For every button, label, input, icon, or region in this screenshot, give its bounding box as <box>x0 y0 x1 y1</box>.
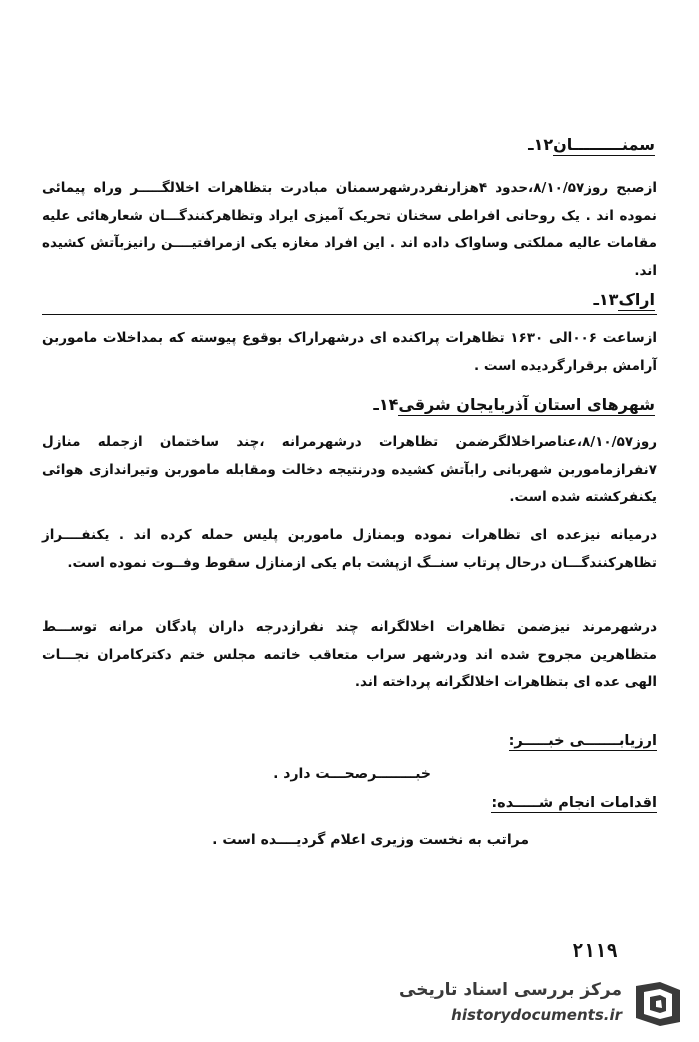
watermark-site: historydocuments.ir <box>451 1006 622 1024</box>
section-13-title: اراک <box>618 290 655 309</box>
section-12-body: ازصبح روز۸/۱۰/۵۷،حدود ۴هزارنفردرشهرسمنان مبادرت بتظاهرات اخلالگـــــر وراه پیمائی نموده اند . یک روحانی افراطی سخنان تحریک آمیزی ایراد وتظاهرکنندگـــان شعارهائی علیه مقامات عالیه مملکتی وساواک داده اند . این افراد مغازه یکی ازمرافتیــــن رانیزبآتش کشیده اند. <box>42 180 657 279</box>
section-divider <box>42 314 657 315</box>
actions-label: اقدامات انجام شـــــده: <box>491 795 657 811</box>
evaluation-text: خبــــــــرصحـــت دارد . <box>273 766 431 782</box>
section-14-number: ۱۴ـ <box>373 395 399 414</box>
section-14-paragraph-3: درشهرمرند نیزضمن تظاهرات اخلالگرانه چند نفرازدرجه داران پادگان مرانه توســـط متظاهرین مجروح شده اند ودرشهر سراب متعاقب خاتمه مجلس ختم دکترکامران نجـــات الهی عده ای بتظاهرات اخلالگرانه پرداخته اند. <box>42 619 657 690</box>
section-12-number: ۱۲ـ <box>528 135 554 154</box>
section-12-title: سمنـــــــــان <box>553 135 655 154</box>
section-13-number: ۱۳ـ <box>593 290 619 309</box>
evaluation-label: ارزیابـــــــی خبـــــر: <box>508 733 657 749</box>
section-13-body: ازساعت ۰۰۶الی ۱۶۳۰ تظاهرات پراکنده ای درشهراراک بوقوع پیوسته که بمداخلات ماموربن آرامش برقرارگردیده است . <box>42 330 657 374</box>
actions-text: مراتب به نخست وزیری اعلام گردیــــده است . <box>212 832 529 848</box>
section-12-heading <box>514 135 655 156</box>
section-14-title: شهرهای استان آذربایجان شرقی <box>398 395 655 414</box>
section-13-heading <box>579 290 655 311</box>
section-14-paragraph-1: روز۸/۱۰/۵۷،عناصراخلالگرضمن تظاهرات درشهرمرانه ،چند ساختمان ازجمله منازل ۷نفرازماموربن شهربانی رابآتش کشیده ودرنتیجه دخالت ومقابله ماموربن وتیراندازی هوائی یکنفرکشته شده است. <box>42 434 657 505</box>
section-14-paragraph-2: درمیانه نیزعده ای تظاهرات نموده وبمنازل ماموربن پلیس حمله کرده اند . یکنفــــراز تظاهرکنندگـــان درحال پرتاب سنــگ ازپشت بام یکی ازمنازل سقوط وفــوت نموده است. <box>42 527 657 571</box>
watermark <box>399 976 692 1036</box>
archive-logo-icon <box>630 978 686 1030</box>
watermark-title: مرکز بررسی اسناد تاریخی <box>399 980 622 1000</box>
section-14-heading <box>359 395 655 416</box>
page-number: ۲۱۱۹ <box>572 940 618 962</box>
